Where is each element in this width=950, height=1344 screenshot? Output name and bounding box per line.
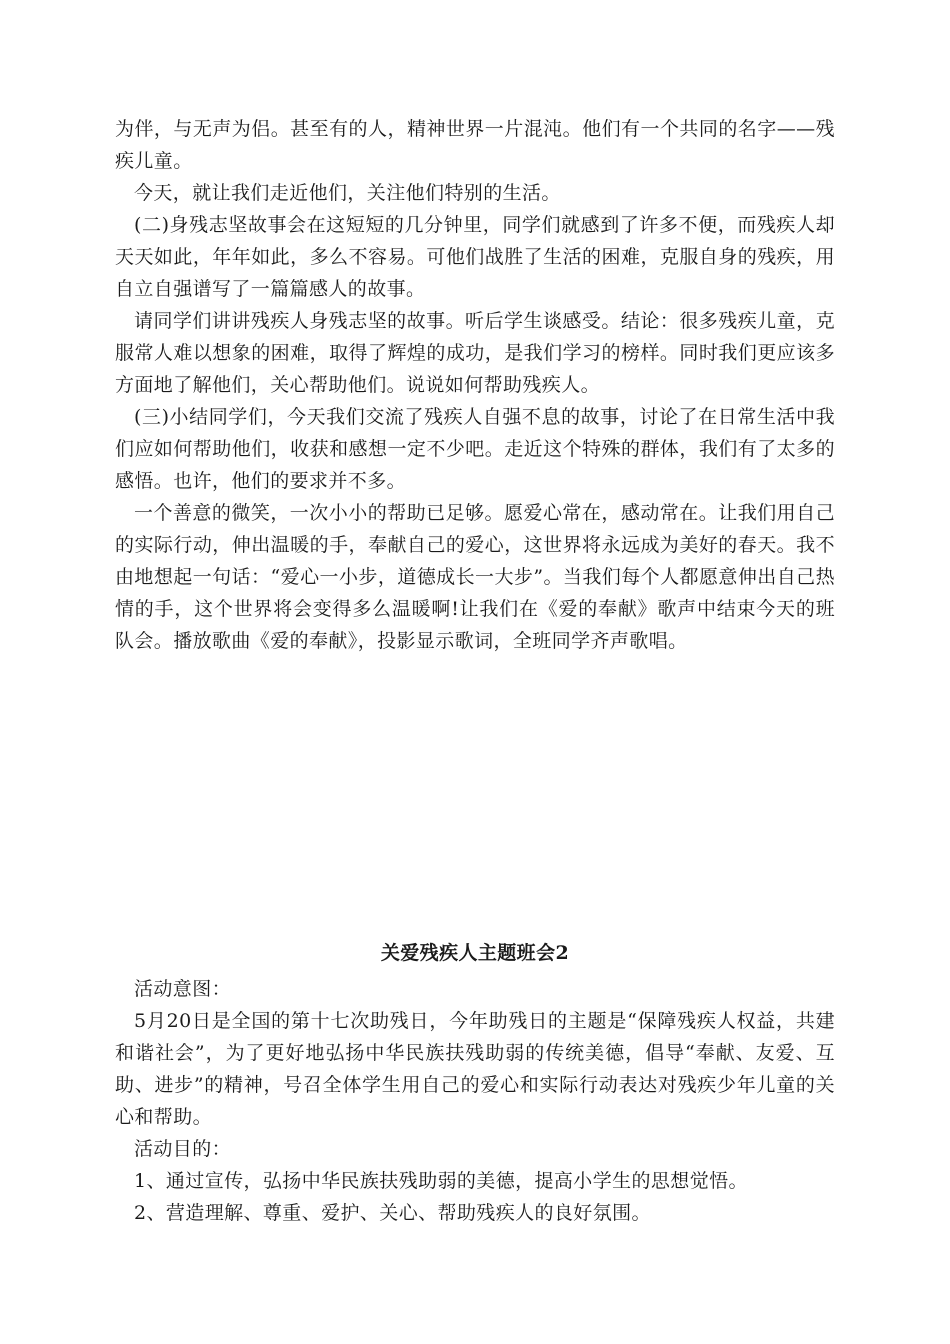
paragraph: 今天，就让我们走近他们，关注他们特别的生活。 bbox=[134, 182, 561, 204]
section-title: 关爱残疾人主题班会2 bbox=[380, 942, 570, 964]
paragraph: 为伴，与无声为侣。甚至有的人，精神世界一片混沌。他们有一个共同的名字——残疾儿童。 bbox=[115, 118, 835, 172]
paragraph: 活动目的： bbox=[134, 1138, 232, 1160]
section-continuation bbox=[115, 113, 835, 657]
paragraph: (二)身残志坚故事会在这短短的几分钟里，同学们就感到了许多不便，而残疾人却天天如此，年年如此，多么不容易。可他们战胜了生活的困难，克服自身的残疾，用自立自强谱写了一篇篇感人的故事。 bbox=[115, 214, 835, 300]
list-item: 2、营造理解、尊重、爱护、关心、帮助残疾人的良好氛围。 bbox=[134, 1202, 651, 1224]
section-class-meeting-2 bbox=[115, 937, 835, 1229]
paragraph: 请同学们讲讲残疾人身残志坚的故事。听后学生谈感受。结论：很多残疾儿童，克服常人难以想象的困难，取得了辉煌的成功，是我们学习的榜样。同时我们更应该多方面地了解他们，关心帮助他们。说说如何帮助残疾人。 bbox=[115, 310, 835, 396]
list-item: 1、通过宣传，弘扬中华民族扶残助弱的美德，提高小学生的思想觉悟。 bbox=[134, 1170, 748, 1192]
paragraph: 活动意图： bbox=[134, 978, 232, 1000]
paragraph: 5月20日是全国的第十七次助残日，今年助残日的主题是“保障残疾人权益，共建和谐社会”，为了更好地弘扬中华民族扶残助弱的传统美德，倡导“奉献、友爱、互助、进步”的精神，号召全体学生用自己的爱心和实际行动表达对残疾少年儿童的关心和帮助。 bbox=[115, 1010, 835, 1128]
paragraph: 一个善意的微笑，一次小小的帮助已足够。愿爱心常在，感动常在。让我们用自己的实际行动，伸出温暖的手，奉献自己的爱心，这世界将永远成为美好的春天。我不由地想起一句话：“爱心一小步，道德成长一大步”。当我们每个人都愿意伸出自己热情的手，这个世界将会变得多么温暖啊!让我们在《爱的奉献》歌声中结束今天的班队会。播放歌曲《爱的奉献》，投影显示歌词，全班同学齐声歌唱。 bbox=[115, 502, 835, 652]
paragraph: (三)小结同学们，今天我们交流了残疾人自强不息的故事，讨论了在日常生活中我们应如何帮助他们，收获和感想一定不少吧。走近这个特殊的群体，我们有了太多的感悟。也许，他们的要求并不多。 bbox=[115, 406, 835, 492]
